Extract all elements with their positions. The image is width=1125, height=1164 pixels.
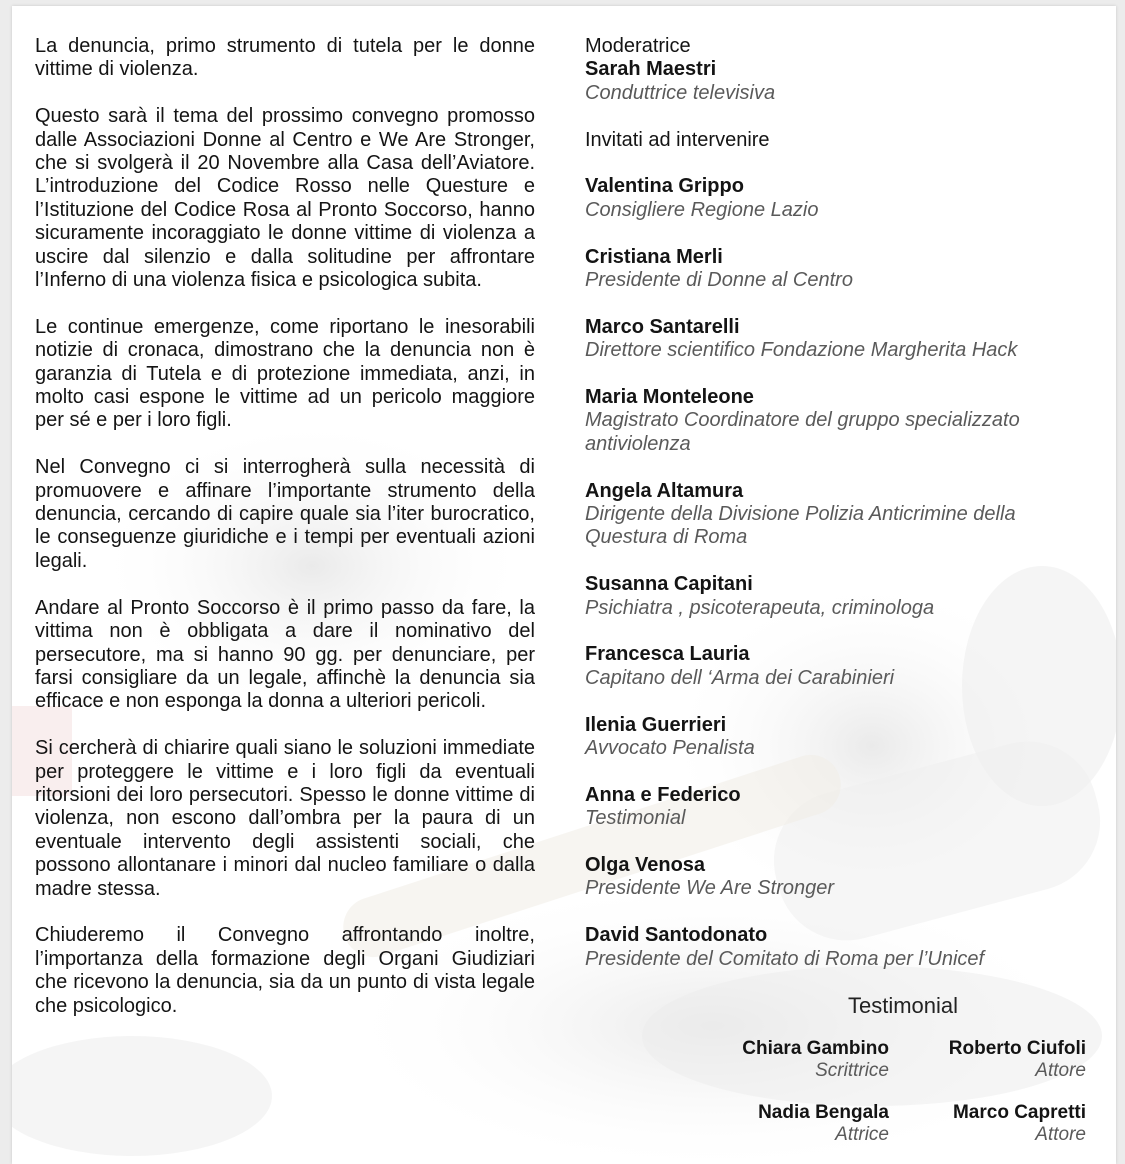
speaker-entry: [585, 175, 1095, 222]
speaker-name: Valentina Grippo: [585, 175, 744, 198]
speaker-entry: [585, 924, 1095, 971]
speaker-name: Olga Venosa: [585, 854, 706, 877]
speaker-name: Ilenia Guerrieri: [585, 713, 727, 736]
speaker-entry: [585, 573, 1095, 620]
speaker-name: David Santodonato: [585, 924, 768, 947]
speaker-entry: [585, 386, 1095, 456]
speaker-role: Magistrato Coordinatore del gruppo specializzato antiviolenza: [585, 409, 1020, 455]
speaker-name: Angela Altamura: [585, 479, 744, 502]
intro-paragraph: Le continue emergenze, come riportano le inesorabili notizie di cronaca, dimostrano che la denuncia non è garanzia di Tutela e di protezione immediata, anzi, in molto casi espone le vittime ad un pericolo maggiore per sé e per i loro figli.: [35, 315, 535, 432]
testimonial-entry: [866, 1102, 1086, 1146]
speaker-role: Testimonial: [585, 807, 686, 830]
speaker-name: Marco Santarelli: [585, 315, 740, 338]
speaker-entry: [585, 643, 1095, 690]
speaker-name: Francesca Lauria: [585, 643, 750, 666]
speaker-role: Avvocato Penalista: [585, 737, 755, 760]
intro-paragraph: Andare al Pronto Soccorso è il primo passo da fare, la vittima non è obbligata a dare il nominativo del persecutore, ma si hanno 90 gg. per denunciare, per farsi consigliare da un legale, affinchè la denuncia sia efficace e non esponga la donna a ulteriori pericoli.: [35, 596, 535, 713]
testimonial-name: Chiara Gambino: [742, 1038, 889, 1059]
intro-paragraph: Chiuderemo il Convegno affrontando inoltre, l’importanza della formazione degli Organi Giudiziari che ricevono la denuncia, sia da un punto di vista legale che psicologico.: [35, 924, 535, 1017]
intro-text-column: [35, 35, 535, 1041]
intro-paragraph: Questo sarà il tema del prossimo convegno promosso dalle Associazioni Donne al Centro e We Are Stronger, che si svolgerà il 20 Novembre alla Casa dell’Aviatore. L’introduzione del Codice Rosso nelle Questure e l’Istituzione del Codice Rosa al Pronto Soccorso, hanno sicuramente incoraggiato le donne vittime di violenza a uscire dal silenzio e dalla solitudine per affrontare l’Inferno di una violenza fisica e psicologica subita.: [35, 105, 535, 292]
testimonial-entry: [669, 1038, 889, 1082]
speaker-entry: [585, 316, 1095, 363]
speaker-role: Direttore scientifico Fondazione Margherita Hack: [585, 339, 1018, 362]
speaker-entry: [585, 480, 1095, 550]
testimonial-name: Roberto Ciufoli: [948, 1038, 1086, 1059]
speaker-name: Susanna Capitani: [585, 573, 753, 596]
speaker-name: Cristiana Merli: [585, 245, 723, 268]
speakers-column: [585, 35, 1095, 971]
speaker-entry: [585, 784, 1095, 831]
testimonial-name: Nadia Bengala: [758, 1102, 889, 1123]
testimonial-entry: [669, 1102, 889, 1146]
speaker-role: Dirigente della Divisione Polizia Anticrimine della Questura di Roma: [585, 503, 1016, 549]
speaker-name: Anna e Federico: [585, 783, 741, 806]
speaker-name: Maria Monteleone: [585, 386, 754, 409]
testimonial-role: Attore: [1035, 1060, 1086, 1081]
testimonial-name: Marco Capretti: [952, 1102, 1086, 1123]
speaker-role: Capitano dell ‘Arma dei Carabinieri: [585, 666, 895, 689]
testimonial-heading: Testimonial: [848, 993, 959, 1018]
testimonial-entry: [866, 1038, 1086, 1082]
speaker-entry: [585, 854, 1095, 901]
intro-paragraph: Si cercherà di chiarire quali siano le soluzioni immediate per proteggere le vittime e i loro figli da eventuali ritorsioni dei loro persecutori. Spesso le donne vittime di violenza, non escono dall’ombra per la paura di un eventuale intervento degli assistenti sociali, che possono allontanare i minori dal nucleo familiare o dalla madre stessa.: [35, 737, 535, 900]
speaker-role: Psichiatra , psicoterapeuta, criminologa: [585, 596, 935, 619]
document-page: [12, 6, 1116, 1164]
intro-paragraph: Nel Convegno ci si interrogherà sulla necessità di promuovere e affinare l’importante strumento della denuncia, cercando di capire quale sia l’iter burocratico, le conseguenze giuridiche e i tempi per eventuali azioni legali.: [35, 456, 535, 572]
moderator-name: Sarah Maestri: [585, 58, 717, 81]
moderator-role: Conduttrice televisiva: [585, 81, 776, 104]
moderator-label: Moderatrice: [585, 35, 691, 57]
speaker-entry: [585, 714, 1095, 761]
intro-paragraph: La denuncia, primo strumento di tutela per le donne vittime di violenza.: [35, 35, 535, 81]
testimonial-role: Attrice: [835, 1124, 889, 1145]
testimonial-role: Scrittrice: [815, 1060, 889, 1081]
invited-label: Invitati ad intervenire: [585, 128, 770, 151]
testimonial-role: Attore: [1035, 1124, 1086, 1145]
speaker-role: Presidente del Comitato di Roma per l’Unicef: [585, 947, 985, 970]
speaker-role: Consigliere Regione Lazio: [585, 198, 819, 221]
speaker-entry: [585, 246, 1095, 293]
speaker-role: Presidente We Are Stronger: [585, 877, 835, 900]
speaker-role: Presidente di Donne al Centro: [585, 269, 853, 292]
